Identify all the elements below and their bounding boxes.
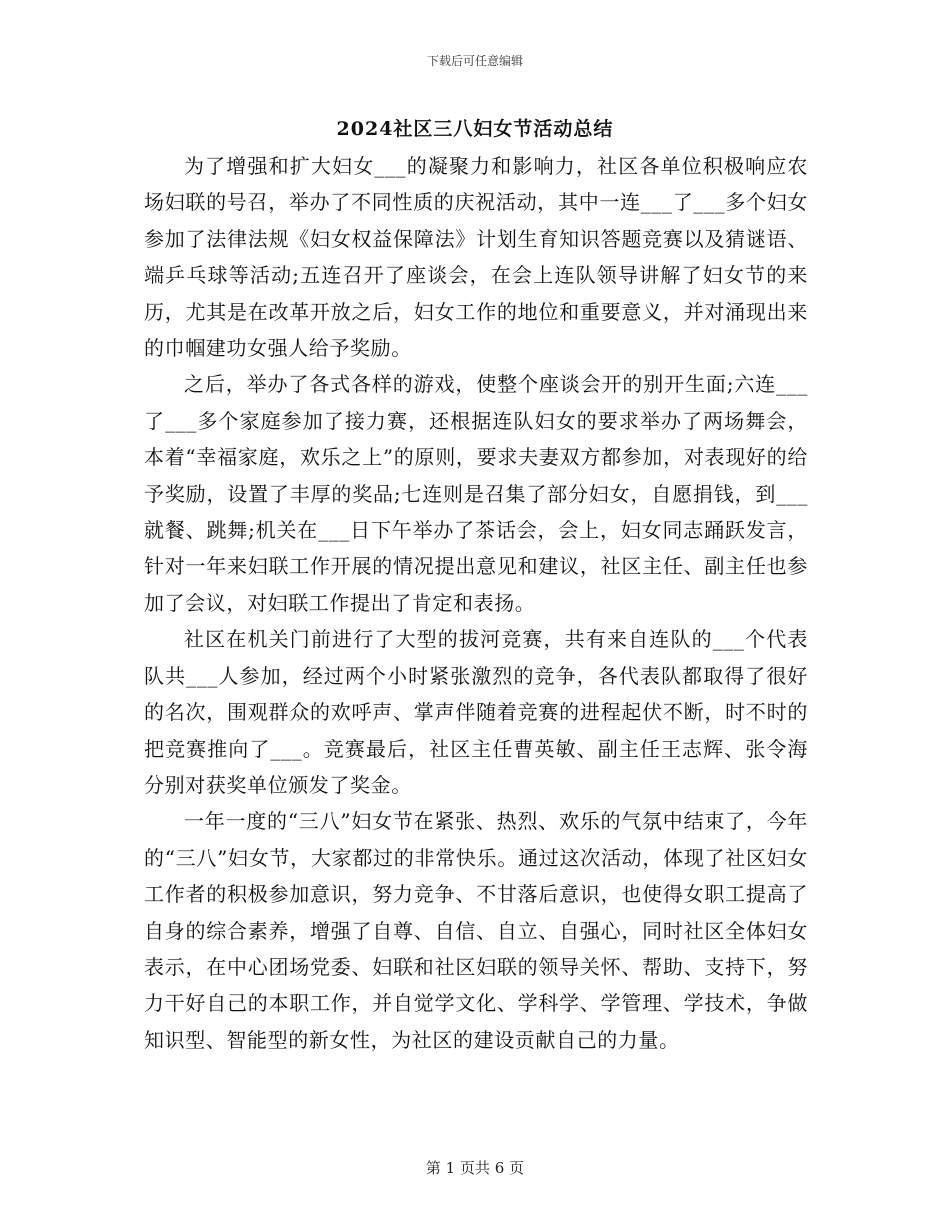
page-number-footer: 第 1 页共 6 页 [425, 1159, 525, 1177]
paragraph-3: 社区在机关门前进行了大型的拔河竞赛，共有来自连队的___个代表队共___人参加，经过两个小时紧张激烈的竞争，各代表队都取得了很好的名次，围观群众的欢呼声、掌声伴随着竞赛的进程起伏不断，时不时的把竞赛推向了___。竞赛最后，社区主任曹英敏、副主任王志辉、张令海分别对获奖单位颁发了奖金。 [144, 627, 808, 797]
document-title: 2024社区三八妇女节活动总结 [336, 118, 614, 140]
paragraph-2: 之后，举办了各式各样的游戏，使整个座谈会开的别开生面;六连___了___多个家庭参加了接力赛，还根据连队妇女的要求举办了两场舞会，本着“幸福家庭，欢乐之上”的原则，要求夫妻双方都参加，对表现好的给予奖励，设置了丰厚的奖品;七连则是召集了部分妇女，自愿捐钱，到___就餐、跳舞;机关在___日下午举办了茶话会，会上，妇女同志踊跃发言，针对一年来妇联工作开展的情况提出意见和建议，社区主任、副主任也参加了会议，对妇联工作提出了肯定和表扬。 [144, 372, 808, 615]
document-body [144, 148, 808, 1058]
paragraph-4: 一年一度的“三八”妇女节在紧张、热烈、欢乐的气氛中结束了，今年的“三八”妇女节，大家都过的非常快乐。通过这次活动，体现了社区妇女工作者的积极参加意识，努力竞争、不甘落后意识，也使得女职工提高了自身的综合素养，增强了自尊、自信、自立、自强心，同时社区全体妇女表示，在中心团场党委、妇联和社区妇联的领导关怀、帮助、支持下，努力干好自己的本职工作，并自觉学文化、学科学、学管理、学技术，争做知识型、智能型的新女性，为社区的建设贡献自己的力量。 [144, 809, 808, 1052]
header-note: 下载后可任意编辑 [426, 54, 523, 68]
paragraph-1: 为了增强和扩大妇女___的凝聚力和影响力，社区各单位积极响应农场妇联的号召，举办了不同性质的庆祝活动，其中一连___了___多个妇女参加了法律法规《妇女权益保障法》计划生育知识答题竞赛以及猜谜语、端乒乓球等活动;五连召开了座谈会，在会上连队领导讲解了妇女节的来历，尤其是在改革开放之后，妇女工作的地位和重要意义，并对涌现出来的巾帼建功女强人给予奖励。 [144, 154, 808, 361]
